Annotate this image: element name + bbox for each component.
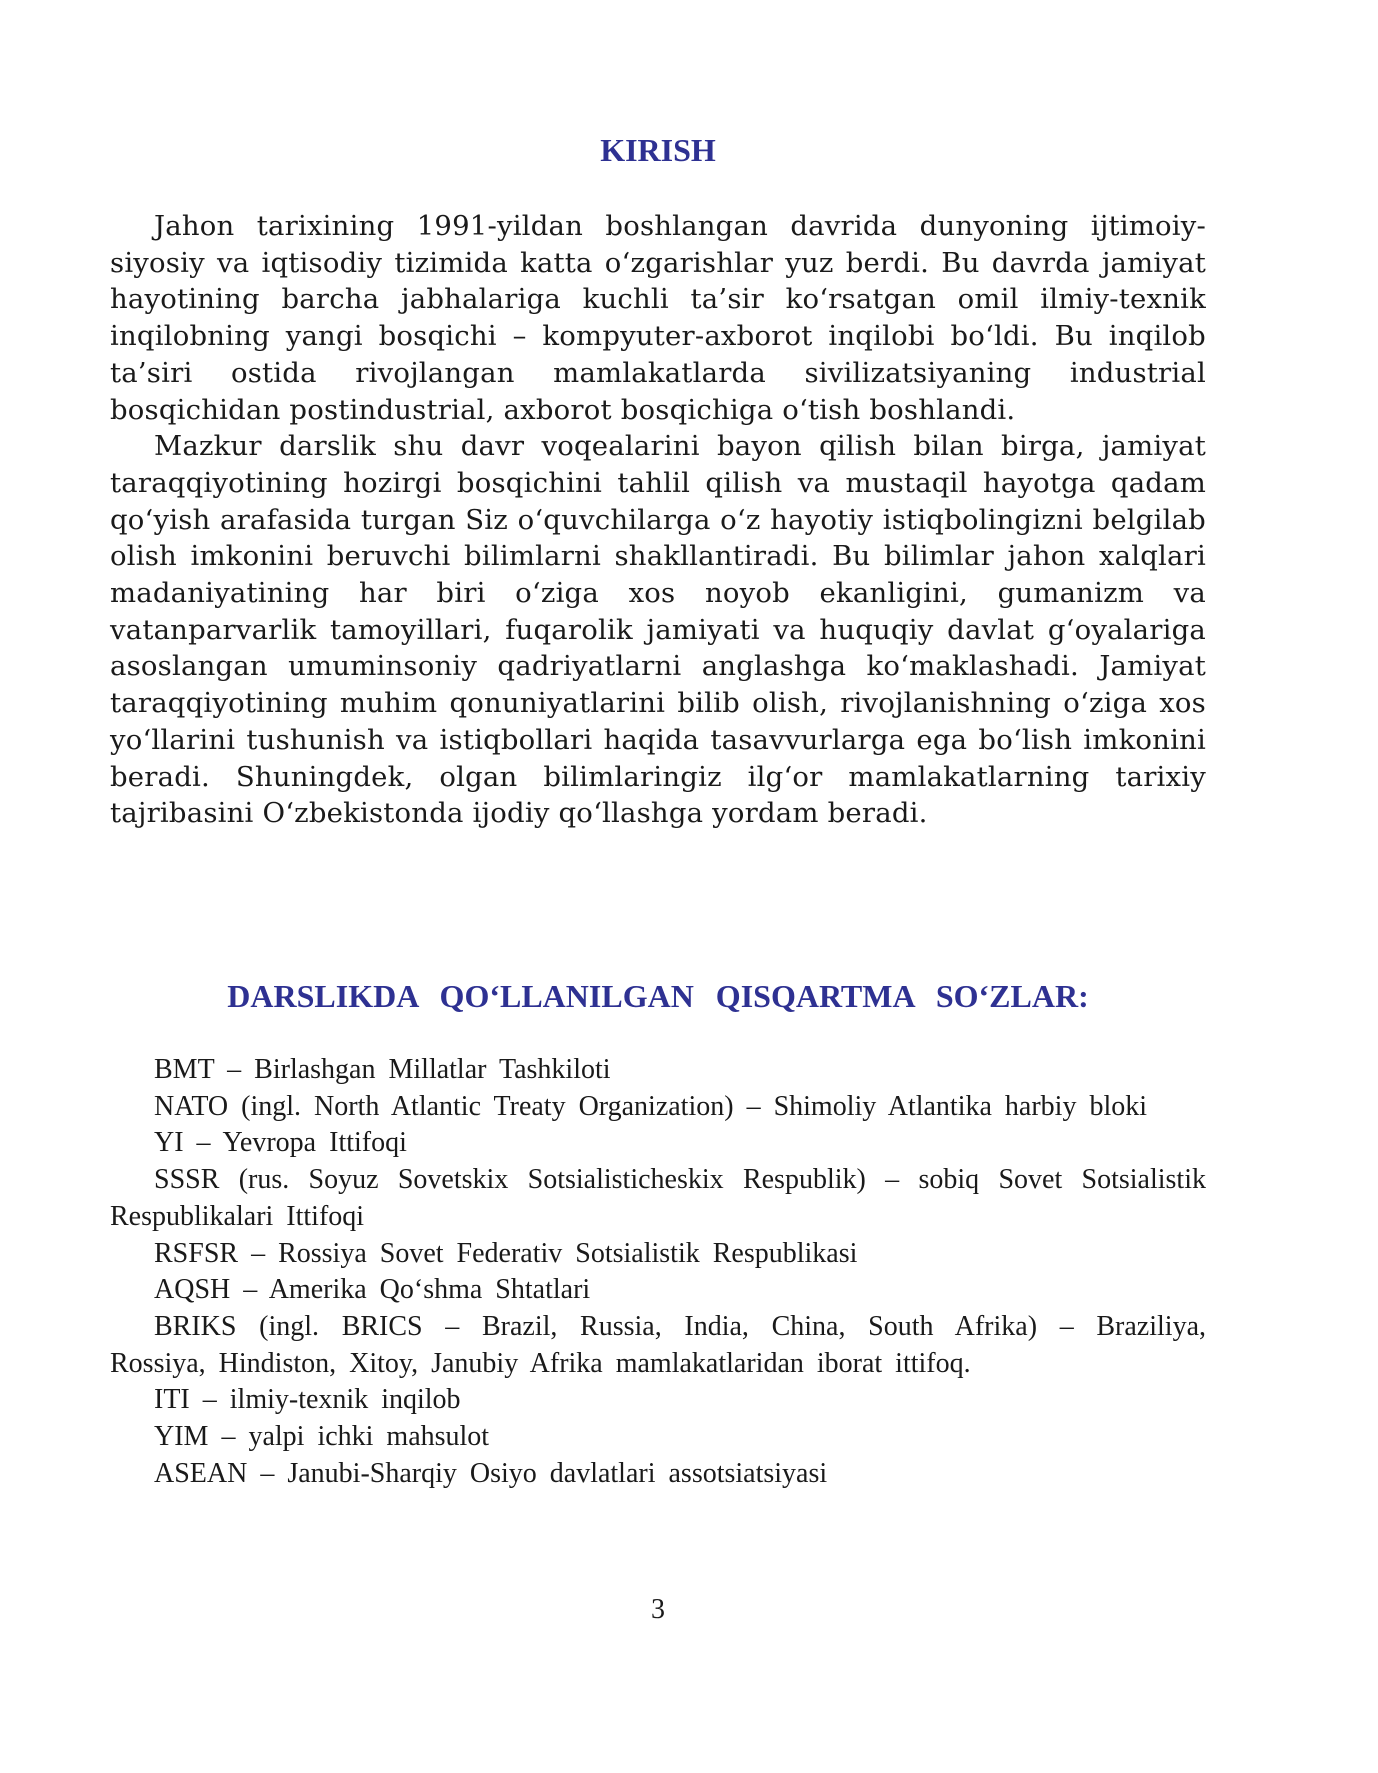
abbreviations-list (110, 1052, 1206, 1492)
abbreviation-definition: Braziliya, Rossiya, Hindiston, Xitoy, Janubiy Afrika mamlakatlaridan iborat ittifoq. (110, 1310, 1206, 1379)
abbreviation-item-sssr (110, 1162, 1206, 1235)
abbreviation-term: NATO (ingl. North Atlantic Treaty Organization) (154, 1090, 734, 1122)
abbreviation-term: BRIKS (ingl. BRICS – Brazil, Russia, India, China, South Afrika) (154, 1310, 1038, 1342)
abbreviation-separator: – (260, 1457, 275, 1489)
intro-heading: KIRISH (600, 132, 716, 168)
abbreviation-separator: – (227, 1054, 242, 1085)
abbreviation-term: YIM (154, 1421, 209, 1453)
abbreviation-item-rsfsr (110, 1236, 1206, 1273)
page-number: 3 (651, 1594, 665, 1625)
abbreviation-definition: Janubi-Sharqiy Osiyo davlatlari assotsiatsiyasi (287, 1457, 828, 1489)
abbreviation-term: ITI (154, 1384, 190, 1416)
abbreviation-item-briks (110, 1309, 1206, 1382)
abbreviation-definition: sobiq Sovet Sotsialistik Respublikalari Ittifoqi (110, 1164, 1206, 1232)
abbreviation-item-bmt (110, 1052, 1206, 1089)
abbreviation-separator: – (196, 1127, 211, 1159)
abbreviation-separator: – (221, 1421, 236, 1453)
abbreviation-term: SSSR (rus. Soyuz Sovetskix Sotsialisticheskix Respublik) (154, 1164, 866, 1196)
abbreviation-separator: – (202, 1384, 217, 1416)
abbreviations-heading: DARSLIKDA QO‘LLANILGAN QISQARTMA SO‘ZLAR: (227, 978, 1089, 1014)
abbreviation-definition: Shimoliy Atlantika harbiy bloki (773, 1090, 1148, 1122)
abbreviation-definition: ilmiy-texnik inqilob (229, 1384, 461, 1416)
abbreviation-separator: – (243, 1274, 258, 1306)
abbreviation-definition: Birlashgan Millatlar Tashkiloti (254, 1054, 611, 1085)
abbreviation-definition: Rossiya Sovet Federativ Sotsialistik Respublikasi (278, 1237, 858, 1269)
intro-paragraph-2: Mazkur darslik shu davr voqealarini bayon qilish bilan birga, jamiyat taraqqiyotining hozirgi bosqichini tahlil qilish va mustaqil hayotga qadam qo‘yish arafasida turgan Siz o‘quvchilarga o‘z hayotiy istiqbolingizni belgilab olish imkonini beruvchi bilimlarni shakllantiradi. Bu bilimlar jahon xalqlari madaniyatining har biri o‘ziga xos noyob ekanligini, gumanizm va vatanparvarlik tamoyillari, fuqarolik jamiyati va huquqiy davlat g‘oyalariga asoslangan umuminsoniy qadriyatlarni anglashga ko‘maklashadi. Jamiyat taraqqiyotining muhim qonuniyatlarini bilib olish, rivojlanishning o‘ziga xos yo‘llarini tushunish va istiqbollari haqida tasavvurlarga ega bo‘lish imkonini beradi. Shuningdek, olgan bilimlaringiz ilg‘or mamlakatlarning tarixiy tajribasini O‘zbekistonda ijodiy qo‘llashga yordam beradi. (110, 430, 1206, 830)
abbreviation-separator: – (885, 1164, 900, 1196)
abbreviation-definition: Amerika Qo‘shma Shtatlari (268, 1274, 591, 1306)
abbreviation-term: YI (154, 1127, 184, 1159)
abbreviation-definition: Yevropa Ittifoqi (222, 1127, 407, 1159)
abbreviation-item-yi (110, 1125, 1206, 1162)
abbreviation-separator: – (746, 1090, 761, 1122)
abbreviation-item-yim (110, 1419, 1206, 1456)
abbreviation-item-aqsh (110, 1272, 1206, 1309)
abbreviation-separator: – (1059, 1310, 1074, 1342)
abbreviation-term: ASEAN (154, 1457, 248, 1489)
abbreviation-term: AQSH (154, 1274, 231, 1306)
abbreviation-separator: – (251, 1237, 266, 1269)
intro-body (110, 208, 1206, 832)
abbreviation-item-asean (110, 1456, 1206, 1493)
abbreviation-term: RSFSR (154, 1237, 239, 1269)
abbreviation-item-iti (110, 1382, 1206, 1419)
abbreviation-term: BMT (154, 1054, 215, 1085)
abbreviation-item-nato (110, 1089, 1206, 1126)
abbreviation-definition: yalpi ichki mahsulot (248, 1421, 490, 1453)
intro-paragraph-1: Jahon tarixining 1991-yildan boshlangan davrida dunyoning ijtimoiy-siyosiy va iqtisodiy tizimida katta o‘zgarishlar yuz berdi. Bu davrda jamiyat hayotining barcha jabhalariga kuchli ta’sir ko‘rsatgan omil ilmiy-texnik inqilobning yangi bosqichi – kompyuter-axborot inqilobi bo‘ldi. Bu inqilob ta’siri ostida rivojlangan mamlakatlarda sivilizatsiyaning industrial bosqichidan postindustrial, axborot bosqichiga o‘tish boshlandi. (110, 210, 1206, 426)
